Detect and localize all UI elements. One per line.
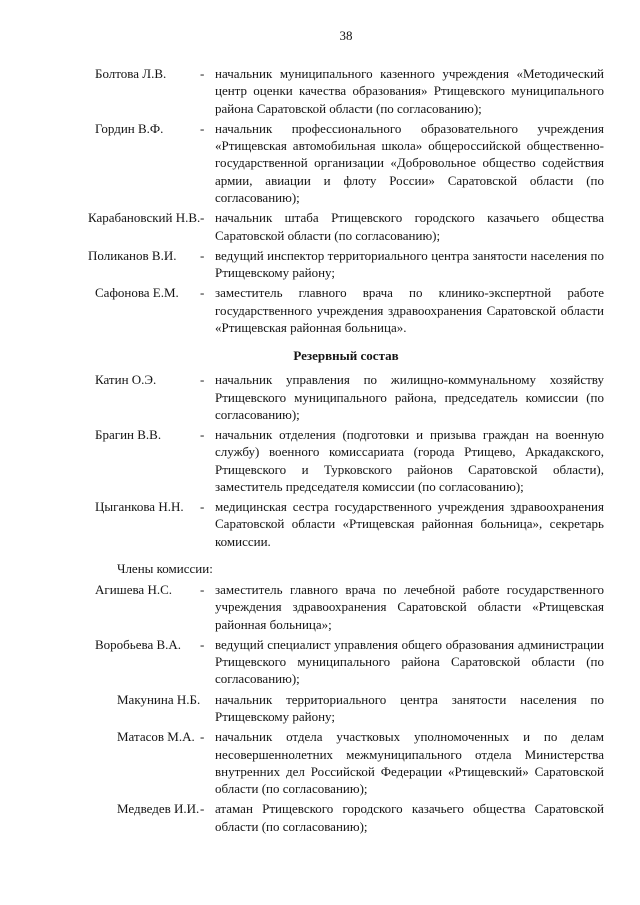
person-role: начальник территориального центра занятости населения по Ртищевскому району; [215, 691, 604, 724]
person-name: Агишева Н.С. [95, 582, 173, 598]
person-name: Сафонова Е.М. [95, 285, 179, 301]
person-name: Воробьева В.А. [95, 636, 182, 652]
commission-entry [88, 426, 604, 495]
commission-entry [88, 498, 604, 550]
person-role: начальник профессионального образовательного учреждения «Ртищевская автомобильная школа» общероссийской общественно-государственной организации «Добровольное общество содействия армии, авиации и флоту России» Саратовской области (по согласованию); [215, 120, 604, 205]
commission-entry [88, 800, 604, 835]
commission-entry [88, 284, 604, 336]
dash-separator [200, 691, 215, 726]
person-role: начальник отдела участковых уполномоченных и по делам несовершеннолетних межмуниципального отдела Министерства внутренних дел Российской Федерации «Ртищевский» Саратовской области (по согласованию); [215, 729, 604, 797]
person-name: Гордин В.Ф. [95, 120, 164, 136]
commission-entry [88, 209, 604, 244]
commission-entry [88, 120, 604, 206]
person-name: Катин О.Э. [95, 372, 157, 388]
person-name: Карабановский Н.В. [88, 210, 201, 226]
commission-entry [88, 65, 604, 117]
person-role: начальник муниципального казенного учреждения «Методический центр оценки качества образования» Ртищевского муниципального района Саратовской области (по согласованию); [215, 66, 604, 116]
person-role: ведущий специалист управления общего образования администрации Ртищевского муниципального района Саратовской области (по согласованию); [215, 636, 604, 687]
commission-entry [88, 371, 604, 423]
dash-separator: - [200, 729, 205, 745]
person-role: атаман Ртищевского городского казачьего общества Саратовской области (по согласованию); [215, 801, 604, 834]
dash-separator: - [200, 120, 205, 136]
commission-entry [88, 247, 604, 282]
commission-entry [88, 581, 604, 633]
commission-entry [88, 691, 604, 726]
person-name: Брагин В.В. [95, 427, 162, 443]
person-role: медицинская сестра государственного учреждения здравоохранения Саратовской области «Ртищевская районная больница», секретарь комиссии. [215, 499, 604, 549]
person-name: Болтова Л.В. [95, 66, 167, 81]
dash-separator: - [200, 499, 205, 515]
person-role: заместитель главного врача по лечебной работе государственного учреждения здравоохранения Саратовской области «Ртищевская районная больница»; [215, 582, 604, 632]
person-role: заместитель главного врача по клинико-экспертной работе государственного учреждения здравоохранения Саратовской области «Ртищевская районная больница». [215, 285, 604, 335]
members-section-heading: Члены комиссии: [117, 561, 213, 577]
page-number: 38 [339, 28, 353, 43]
dash-separator: - [200, 66, 205, 81]
person-name: Медведев И.И. [117, 801, 200, 817]
person-role: начальник управления по жилищно-коммунальному хозяйству Ртищевского муниципального района, председатель комиссии (по согласованию); [215, 372, 604, 422]
person-role: начальник штаба Ртищевского городского казачьего общества Саратовской области (по согласованию); [215, 210, 604, 243]
dash-separator: - [200, 427, 205, 443]
dash-separator: - [200, 636, 205, 652]
person-role: ведущий инспектор территориального центра занятости населения по Ртищевскому району; [215, 247, 604, 281]
dash-separator: - [200, 801, 205, 817]
dash-separator: - [200, 247, 205, 263]
person-role: начальник отделения (подготовки и призыва граждан на военную службу) военного комиссариата (города Ртищево, Аркадакского, Ртищевского и Турковского районов Саратовской области), заместитель председателя комиссии (по согласованию); [215, 427, 604, 494]
person-name: Цыганкова Н.Н. [95, 499, 184, 515]
person-name: Матасов М.А. [117, 729, 195, 745]
dash-separator: - [200, 582, 205, 598]
commission-entry [88, 636, 604, 688]
commission-entry [88, 728, 604, 797]
person-name: Поликанов В.И. [88, 247, 177, 263]
reserve-section-heading: Резервный состав [293, 348, 399, 364]
dash-separator: - [200, 210, 205, 226]
dash-separator: - [200, 285, 205, 301]
person-name: Макунина Н.Б. [117, 691, 201, 707]
dash-separator: - [200, 372, 205, 388]
